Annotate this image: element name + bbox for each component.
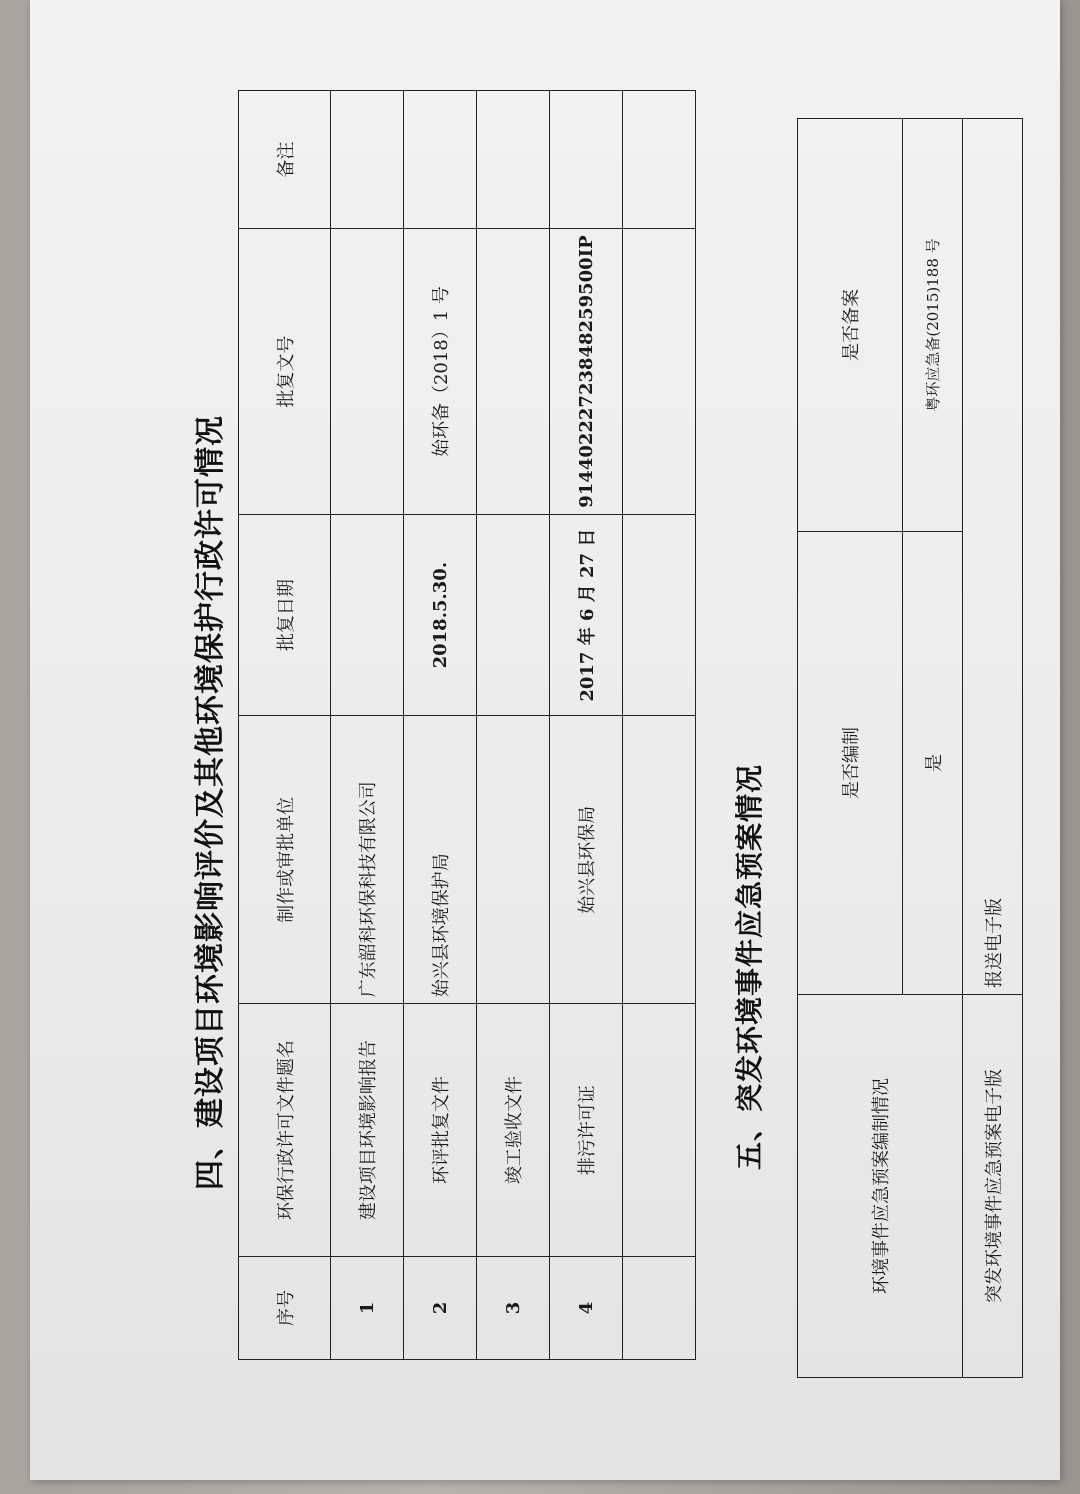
- row-name: 竣工验收文件: [477, 1004, 550, 1257]
- header-doc-number: 批复文号: [239, 229, 331, 514]
- row-seq: 2: [404, 1256, 477, 1359]
- row-date: 2018.5.30.: [404, 514, 477, 716]
- table-row: [404, 91, 477, 1360]
- paper-sheet: [30, 0, 1060, 1480]
- row-unit: 始兴县环境保护局: [404, 716, 477, 1004]
- rotated-page: [60, 0, 1080, 1480]
- row-doc: [477, 229, 550, 514]
- table-row: [331, 91, 404, 1360]
- row-date: [477, 514, 550, 716]
- header-compiled: 是否编制: [798, 532, 903, 995]
- table-row: [798, 119, 903, 1378]
- row-name: 建设项目环境影响报告: [331, 1004, 404, 1257]
- filed-value: 粤环应急备(2015)188 号: [903, 119, 963, 532]
- row-unit: [623, 716, 696, 1004]
- table-row: [477, 91, 550, 1360]
- row-seq: 4: [550, 1256, 623, 1359]
- header-doc-title: 环保行政许可文件题名: [239, 1004, 331, 1257]
- row-note: [623, 91, 696, 229]
- row-note: [404, 91, 477, 229]
- row-doc: [331, 229, 404, 514]
- header-filed: 是否备案: [798, 119, 903, 532]
- row-name: [623, 1004, 696, 1257]
- section5-title: 五、突发环境事件应急预案情况: [733, 763, 766, 1170]
- row-doc: 始环备（2018）1 号: [404, 229, 477, 514]
- table-row: [963, 119, 1023, 1378]
- table-header-row: [239, 91, 331, 1360]
- row-seq: [623, 1256, 696, 1359]
- row-seq: 1: [331, 1256, 404, 1359]
- electronic-plan-label: 突发环境事件应急预案电子版: [963, 995, 1023, 1378]
- table-row: [550, 91, 623, 1360]
- row-name: 环评批复文件: [404, 1004, 477, 1257]
- row-unit: 始兴县环保局: [550, 716, 623, 1004]
- compiled-value: 是: [903, 532, 963, 995]
- row-note: [550, 91, 623, 229]
- header-seq: 序号: [239, 1256, 331, 1359]
- header-date: 批复日期: [239, 514, 331, 716]
- section4-title: 四、建设项目环境影响评价及其他环境保护行政许可情况: [193, 415, 228, 1190]
- table-row: [623, 91, 696, 1360]
- row-doc: [623, 229, 696, 514]
- row-doc: 91440222723848259500IP: [550, 229, 623, 514]
- row-date: [331, 514, 404, 716]
- permit-table: [238, 90, 696, 1360]
- row-name: 排污许可证: [550, 1004, 623, 1257]
- row-unit: 广东韶科环保科技有限公司: [331, 716, 404, 1004]
- header-note: 备注: [239, 91, 331, 229]
- row-date: 2017 年 6 月 27 日: [550, 514, 623, 716]
- emergency-plan-table: [797, 118, 1023, 1378]
- plan-compile-label: 环境事件应急预案编制情况: [798, 995, 963, 1378]
- row-date: [623, 514, 696, 716]
- row-seq: 3: [477, 1256, 550, 1359]
- row-note: [331, 91, 404, 229]
- header-unit: 制作或审批单位: [239, 716, 331, 1004]
- row-note: [477, 91, 550, 229]
- row-unit: [477, 716, 550, 1004]
- electronic-plan-value: 报送电子版: [963, 119, 1023, 995]
